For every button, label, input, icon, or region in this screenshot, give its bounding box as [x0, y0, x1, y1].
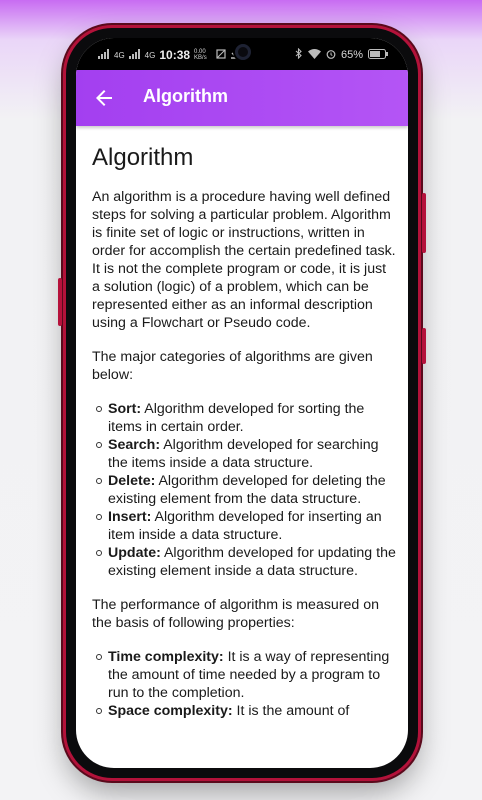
list-item: Time complexity: It is a way of representing the amount of time needed by a program to run to the completion. [108, 648, 396, 702]
article-heading: Algorithm [92, 144, 194, 171]
notification-icon [216, 49, 226, 62]
app-bar-title: Algorithm [143, 86, 228, 106]
list-item: Update: Algorithm developed for updating the existing element inside a data structure. [108, 545, 396, 579]
properties-list [92, 648, 396, 720]
list-item: Space complexity: It is the amount of [108, 702, 396, 720]
power-button [422, 193, 426, 253]
arrow-back-icon [92, 86, 116, 110]
battery-percent: 65% [340, 49, 363, 61]
list-item: Insert: Algorithm developed for inserting an item inside a data structure. [108, 508, 396, 544]
front-camera [235, 44, 251, 60]
network-type-1: 4G [114, 50, 125, 60]
network-speed: 0.00 KB/s [194, 49, 207, 61]
back-button[interactable] [92, 86, 116, 110]
categories-intro: The major categories of algorithms are given below: [92, 349, 373, 383]
app-bar [76, 70, 408, 126]
network-type-2: 4G [144, 50, 156, 60]
article-intro: An algorithm is a procedure having well defined steps for solving a particular problem. Algorithm is finite set of logic or instructions, written in order for accomplish the certain predefined task. It is not the complete program or code, it is just a solution (logic) of a problem, which can be represented either as an informal description using a Flowchart or Pseudo code. [92, 189, 396, 331]
battery-icon [368, 49, 388, 62]
clock: 10:38 [159, 48, 191, 62]
phone-frame [66, 28, 418, 778]
performance-intro: The performance of algorithm is measured on the basis of following properties: [92, 597, 380, 631]
list-item: Search: Algorithm developed for searching the items inside a data structure. [108, 436, 396, 472]
side-button [422, 328, 426, 364]
categories-list [92, 400, 396, 580]
article-content [92, 134, 396, 736]
status-bar [76, 38, 408, 70]
list-item: Sort: Algorithm developed for sorting the items in certain order. [108, 400, 396, 436]
signal-icon [98, 49, 110, 62]
bluetooth-icon [295, 48, 303, 62]
phone-screen [76, 38, 408, 768]
list-item: Delete: Algorithm developed for deleting the existing element from the data structure. [108, 472, 396, 508]
volume-button [58, 278, 62, 326]
signal-icon-2 [129, 49, 141, 62]
alarm-icon [326, 49, 336, 62]
wifi-icon [308, 49, 321, 62]
